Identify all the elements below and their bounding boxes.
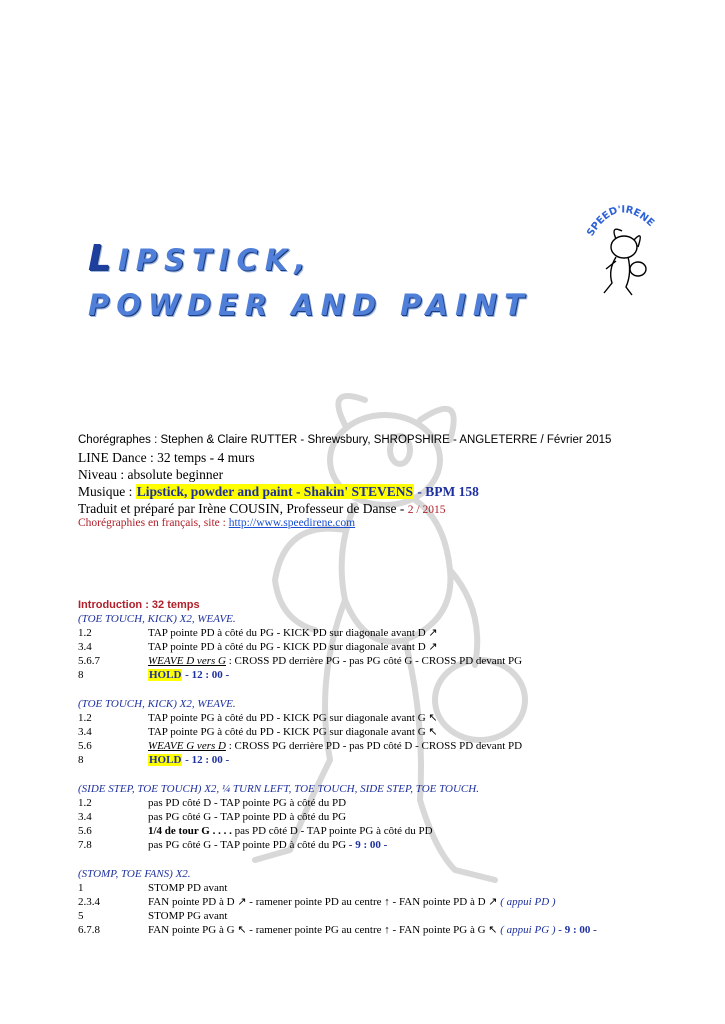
- choreographers-line: Chorégraphes : Stephen & Claire RUTTER - Shrewsbury, SHROPSHIRE - ANGLETERRE / Février 2015: [78, 434, 612, 446]
- speedirene-logo: [580, 195, 670, 305]
- step-text: TAP pointe PD à côté du PG - KICK PD sur diagonale avant D ↗: [148, 641, 438, 653]
- weight-note: ( appui PD ): [500, 896, 556, 908]
- wall-indicator: - 12 : 00 -: [185, 754, 230, 766]
- step-count: 2.3.4: [78, 896, 100, 908]
- step-count: 5.6: [78, 740, 92, 752]
- music-title: Lipstick, powder and paint - Shakin' STEVENS: [136, 484, 413, 499]
- step-row: [78, 839, 718, 853]
- step-row: [78, 896, 718, 910]
- wall-indicator: - 9 : 00 -: [555, 924, 597, 936]
- dance-title: [88, 238, 312, 279]
- introduction: Introduction : 32 temps: [78, 599, 200, 611]
- section-heading: (TOE TOUCH, KICK) X2, WEAVE.: [78, 698, 236, 710]
- step-text: : CROSS PG derrière PD - pas PD côté D - CROSS PD devant PD: [225, 740, 523, 752]
- step-row: [78, 726, 718, 740]
- step-text: : CROSS PD derrière PG - pas PG côté G - CROSS PD devant PG: [225, 655, 523, 667]
- step-row: [78, 825, 718, 839]
- translation-date: 2 / 2015: [407, 504, 446, 516]
- step-text: pas PD côté D - TAP pointe PG à côté du PD: [231, 825, 433, 837]
- title-initial: L: [88, 238, 118, 279]
- music-label: Musique :: [78, 484, 136, 499]
- step-row: [78, 641, 718, 655]
- step-count: 3.4: [78, 641, 92, 653]
- level-info: Niveau : absolute beginner: [78, 467, 224, 482]
- step-row: [78, 627, 718, 641]
- step-text: FAN pointe PD à D ↗ - ramener pointe PD au centre ↑ - FAN pointe PD à D ↗: [148, 896, 501, 908]
- step-text: pas PD côté D - TAP pointe PG à côté du PD: [148, 797, 347, 809]
- step-text: pas PG côté G - TAP pointe PD à côté du PG: [148, 839, 349, 851]
- step-count: 5: [78, 910, 84, 922]
- translator-text: Traduit et préparé par Irène COUSIN, Professeur de Danse -: [78, 501, 405, 516]
- logo-text: SPEED'IRENE: [585, 204, 657, 239]
- step-count: 5.6: [78, 825, 92, 837]
- wall-indicator: - 12 : 00 -: [185, 669, 230, 681]
- hold-label: HOLD: [149, 669, 182, 681]
- website-info: [78, 515, 355, 532]
- step-row: [78, 882, 718, 896]
- music-info: [78, 483, 479, 500]
- step-count: 1: [78, 882, 84, 894]
- step-count: 6.7.8: [78, 924, 100, 936]
- step-row: [78, 924, 723, 938]
- step-row: [78, 712, 718, 726]
- hold-label: HOLD: [149, 754, 182, 766]
- step-count: 5.6.7: [78, 655, 100, 667]
- step-text: FAN pointe PG à G ↖ - ramener pointe PG au centre ↑ - FAN pointe PG à G ↖: [148, 924, 501, 936]
- step-count: 1.2: [78, 797, 92, 809]
- website-link[interactable]: http://www.speedirene.com: [228, 517, 356, 529]
- step-count: 8: [78, 754, 84, 766]
- step-weave-label: WEAVE D vers G: [148, 655, 226, 667]
- step-row: [78, 754, 718, 768]
- step-turn-label: 1/4 de tour G . . . .: [148, 825, 232, 837]
- music-bpm: - BPM 158: [417, 484, 479, 499]
- section-heading: (TOE TOUCH, KICK) X2, WEAVE.: [78, 613, 236, 625]
- step-text: STOMP PG avant: [148, 910, 228, 922]
- step-text: TAP pointe PG à côté du PD - KICK PG sur diagonale avant G ↖: [148, 726, 438, 738]
- step-text: TAP pointe PG à côté du PD - KICK PG sur diagonale avant G ↖: [148, 712, 438, 724]
- line-dance-info: LINE Dance : 32 temps - 4 murs: [78, 450, 255, 465]
- step-row: [78, 655, 718, 669]
- step-text: pas PG côté G - TAP pointe PD à côté du PG: [148, 811, 347, 823]
- weight-note: ( appui PG ): [500, 924, 556, 936]
- step-row: [78, 669, 718, 683]
- website-label: Chorégraphies en français, site :: [78, 517, 229, 529]
- step-row: [78, 910, 718, 924]
- step-text: STOMP PD avant: [148, 882, 228, 894]
- dance-title-line2: POWDER AND PAINT: [88, 288, 531, 322]
- step-count: 1.2: [78, 627, 92, 639]
- step-row: [78, 811, 718, 825]
- wall-indicator: - 9 : 00 -: [348, 839, 388, 851]
- step-row: [78, 797, 718, 811]
- step-weave-label: WEAVE G vers D: [148, 740, 226, 752]
- step-count: 1.2: [78, 712, 92, 724]
- step-count: 8: [78, 669, 84, 681]
- step-count: 3.4: [78, 811, 92, 823]
- title-line1: IPSTICK,: [117, 243, 313, 277]
- step-count: 7.8: [78, 839, 92, 851]
- step-text: TAP pointe PD à côté du PG - KICK PD sur diagonale avant D ↗: [148, 627, 438, 639]
- section-heading: (STOMP, TOE FANS) X2.: [78, 868, 191, 880]
- section-heading: (SIDE STEP, TOE TOUCH) X2, ¼ TURN LEFT, TOE TOUCH, SIDE STEP, TOE TOUCH.: [78, 783, 479, 795]
- step-count: 3.4: [78, 726, 92, 738]
- step-row: [78, 740, 718, 754]
- svg-text:SPEED'IRENE: [585, 204, 656, 238]
